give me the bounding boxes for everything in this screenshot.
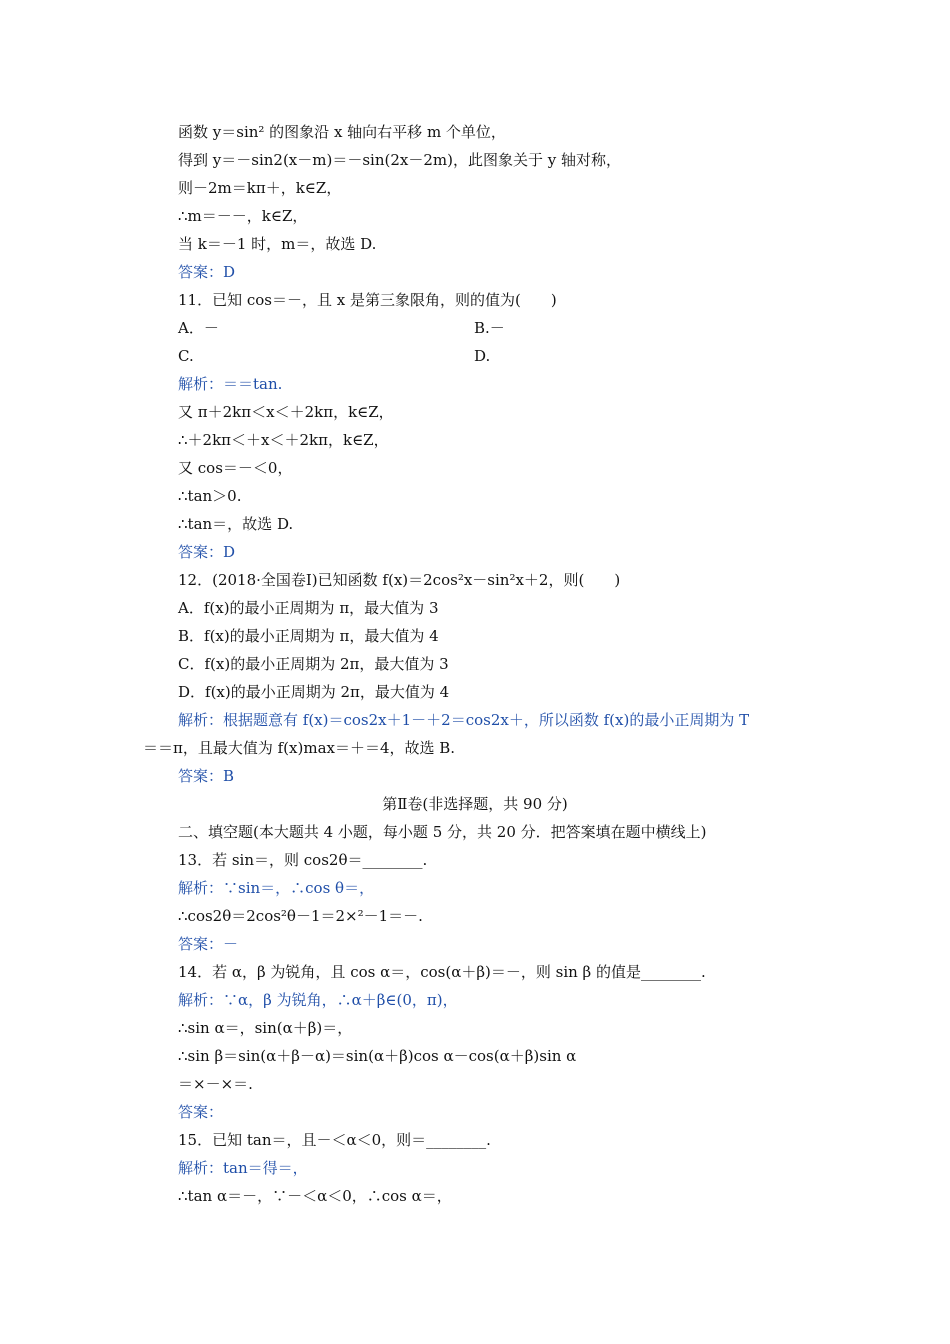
text-line: ∴＋2kπ＜＋x＜＋2kπ，k∈Z， (178, 431, 389, 449)
question-11: 11．已知 cos＝－，且 x 是第三象限角，则的值为( ) (178, 291, 557, 309)
answer-label: 答案：D (178, 543, 236, 561)
text-line: ∴tan＞0. (178, 487, 242, 505)
answer-label: 答案： (178, 1103, 224, 1121)
question-14: 14．若 α，β 为锐角，且 cos α＝，cos(α＋β)＝－，则 sin β 的值是________. (178, 963, 706, 981)
answer-label: 答案：B (178, 767, 235, 785)
text-line: 得到 y＝－sin2(x－m)＝－sin(2x－2m)，此图象关于 y 轴对称， (178, 151, 621, 169)
question-13: 13．若 sin＝，则 cos2θ＝________. (178, 851, 428, 869)
text-line: ∴sin α＝，sin(α＋β)＝， (178, 1019, 353, 1037)
text-line: ＝＝π，且最大值为 f(x)max＝＋＝4，故选 B. (143, 739, 456, 757)
solution-label: 解析：∵α，β 为锐角，∴α＋β∈(0，π)， (178, 991, 458, 1009)
solution-label: 解析：＝＝tan. (178, 375, 283, 393)
answer-label: 答案：－ (178, 935, 239, 953)
text-line: 则－2m＝kπ＋，k∈Z， (178, 179, 342, 197)
answer-label: 答案：D (178, 263, 236, 281)
option-b: B.－ (474, 319, 505, 337)
text-line: ∴cos2θ＝2cos²θ－1＝2×²－1＝－. (178, 907, 423, 925)
option-d: D. (474, 347, 491, 365)
solution-label: 解析：根据题意有 f(x)＝cos2x＋1－＋2＝cos2x＋，所以函数 f(x)的最小正周期为 T (178, 711, 750, 729)
option-c: C．f(x)的最小正周期为 2π，最大值为 3 (178, 655, 449, 673)
text-line: 又 cos＝－＜0， (178, 459, 293, 477)
text-line: ＝×－×＝. (178, 1075, 253, 1093)
section-instructions: 二、填空题(本大题共 4 小题，每小题 5 分，共 20 分．把答案填在题中横线上) (178, 823, 707, 841)
text-line: ∴sin β＝sin(α＋β－α)＝sin(α＋β)cos α－cos(α＋β)sin α (178, 1047, 577, 1065)
question-12: 12．(2018·全国卷Ⅰ)已知函数 f(x)＝2cos²x－sin²x＋2，则( ) (178, 571, 621, 589)
option-a: A．－ (178, 319, 219, 337)
option-d: D．f(x)的最小正周期为 2π，最大值为 4 (178, 683, 450, 701)
text-line: ∴tan α＝－，∵－＜α＜0，∴cos α＝， (178, 1187, 452, 1205)
option-c: C. (178, 347, 194, 365)
section-title: 第Ⅱ卷(非选择题，共 90 分) (382, 795, 568, 813)
text-line: ∴tan＝，故选 D. (178, 515, 294, 533)
text-line: 函数 y＝sin² 的图象沿 x 轴向右平移 m 个单位， (178, 123, 506, 141)
option-a: A．f(x)的最小正周期为 π，最大值为 3 (178, 599, 439, 617)
question-15: 15．已知 tan＝，且－＜α＜0，则＝________. (178, 1131, 491, 1149)
solution-label: 解析：tan＝得＝， (178, 1159, 308, 1177)
text-line: 又 π＋2kπ＜x＜＋2kπ，k∈Z， (178, 403, 394, 421)
text-line: 当 k＝－1 时，m＝，故选 D. (178, 235, 377, 253)
option-b: B．f(x)的最小正周期为 π，最大值为 4 (178, 627, 439, 645)
text-line: ∴m＝－－，k∈Z， (178, 207, 308, 225)
solution-label: 解析：∵sin＝，∴cos θ＝， (178, 879, 375, 897)
